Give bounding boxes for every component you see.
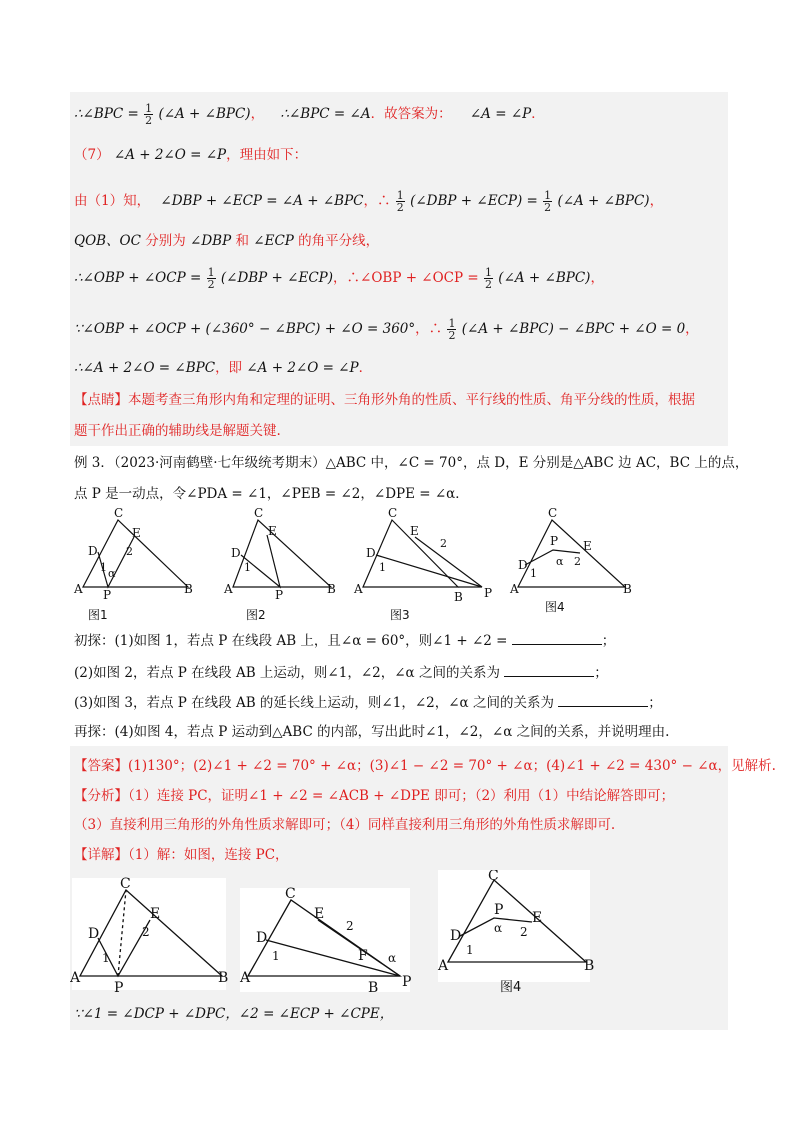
analysis-line-1: 【分析】（1）连接 PC，证明∠1 + ∠2 = ∠ACB + ∠DPE 即可；（2）利用（1）中结论解答即可； (74, 788, 675, 804)
fig2-caption: 图2 (246, 608, 266, 622)
svg-text:A: A (240, 970, 251, 986)
svg-text:F: F (358, 948, 368, 964)
svg-text:P: P (550, 534, 559, 548)
svg-text:E: E (583, 539, 592, 553)
svg-text:P: P (275, 588, 284, 602)
svg-text:C: C (488, 870, 499, 884)
svg-text:1: 1 (466, 943, 474, 957)
svg-text:1: 1 (530, 567, 537, 580)
svg-text:B: B (368, 980, 379, 996)
svg-text:1: 1 (272, 949, 280, 963)
answer-blank-2[interactable] (504, 664, 594, 677)
question-1: 初探：(1)如图 1，若点 P 在线段 AB 上，且∠α = 60°，则∠1 + ∠2 = ； (74, 633, 616, 649)
question-3: (3)如图 3，若点 P 在线段 AB 的延长线上运动，则∠1，∠2，∠α 之间的关系为 ； (74, 695, 662, 711)
solution-line-1: ∴∠BPC = $\frac{1}{2}$ (∠A + ∠BPC)， ∴∠BPC = ∠A．故答案为： ∠A = ∠P． (74, 102, 545, 127)
solution-line-7: ∴∠A + 2∠O = ∠BPC，即 ∠A + 2∠O = ∠P． (74, 360, 373, 376)
fig4-caption: 图4 (545, 600, 565, 614)
svg-text:2: 2 (142, 925, 150, 939)
svg-text:2: 2 (440, 537, 447, 550)
fig3-caption: 图3 (390, 608, 410, 622)
svg-text:E: E (268, 524, 277, 538)
solution-line-4: QOB、OC 分别为 ∠DBP 和 ∠ECP 的角平分线， (74, 233, 380, 249)
svg-text:C: C (285, 886, 296, 902)
detail-last-line: ∵∠1 = ∠DCP + ∠DPC，∠2 = ∠ECP + ∠CPE， (74, 1006, 394, 1022)
svg-text:D: D (366, 546, 376, 560)
svg-text:P: P (484, 586, 493, 600)
svg-text:C: C (388, 506, 398, 520)
detail-fig4-caption: 图4 (500, 980, 522, 995)
svg-text:B: B (184, 582, 193, 596)
svg-text:C: C (114, 506, 124, 520)
solution-line-2: （7） ∠A + 2∠O = ∠P，理由如下： (74, 147, 308, 163)
svg-text:E: E (532, 910, 543, 926)
svg-text:C: C (254, 506, 264, 520)
svg-text:2: 2 (520, 925, 528, 939)
svg-text:1: 1 (100, 561, 107, 574)
svg-text:C: C (548, 506, 558, 520)
svg-text:α: α (494, 921, 503, 935)
fraction-half: $\frac{1}{2}$ (145, 102, 153, 127)
svg-text:A: A (70, 970, 81, 986)
svg-text:B: B (584, 958, 595, 974)
svg-text:P: P (114, 980, 124, 996)
svg-text:2: 2 (346, 919, 354, 933)
svg-text:1: 1 (102, 951, 110, 965)
svg-text:A: A (510, 582, 519, 596)
detail-figures (70, 870, 730, 998)
solution-line-3: 由（1）知， ∠DBP + ∠ECP = ∠A + ∠BPC，∴ $\frac{1}{2}$ (∠DBP + ∠ECP) = $\frac{1}{2}$ (∠A + ∠BPC)， (74, 189, 664, 214)
svg-text:B: B (454, 590, 463, 604)
solution-line-6: ∵∠OBP + ∠OCP + (∠360° − ∠BPC) + ∠O = 360°，∴ $\frac{1}{2}$ (∠A + ∠BPC) − ∠BPC + ∠O = 0， (74, 317, 699, 342)
answer-blank-3[interactable] (558, 694, 648, 707)
svg-text:P: P (494, 902, 504, 918)
answer-line: 【答案】(1)130°；(2)∠1 + ∠2 = 70° + ∠α；(3)∠1 − ∠2 = 70° + ∠α；(4)∠1 + ∠2 = 430° − ∠α，见解析. (74, 758, 776, 774)
svg-text:A: A (74, 582, 83, 596)
example-line-2: 点 P 是一动点，令∠PDA = ∠1，∠PEB = ∠2，∠DPE = ∠α． (74, 486, 469, 502)
svg-text:D: D (256, 930, 268, 946)
svg-text:α: α (556, 555, 564, 568)
svg-text:P: P (103, 588, 112, 602)
solution-line-5: ∴∠OBP + ∠OCP = $\frac{1}{2}$ (∠DBP + ∠ECP)，∴∠OBP + ∠OCP = $\frac{1}{2}$ (∠A + ∠BPC)， (74, 266, 604, 291)
svg-text:D: D (518, 558, 528, 572)
detail-line-1: 【详解】（1）解：如图，连接 PC， (74, 847, 289, 863)
question-2: (2)如图 2，若点 P 在线段 AB 上运动，则∠1，∠2，∠α 之间的关系为 ； (74, 665, 608, 681)
svg-text:P: P (402, 974, 412, 990)
svg-text:E: E (150, 906, 161, 922)
example-line-1: 例 3．（2023·河南鹤壁·七年级统考期末）△ABC 中，∠C = 70°，点 D，E 分别是△ABC 边 AC，BC 上的点， (74, 455, 749, 471)
svg-text:A: A (438, 958, 449, 974)
svg-text:B: B (327, 582, 336, 596)
answer-blank-1[interactable] (512, 632, 602, 645)
svg-text:D: D (450, 928, 462, 944)
svg-text:α: α (108, 567, 116, 580)
svg-text:1: 1 (379, 561, 386, 574)
svg-text:E: E (132, 526, 141, 540)
svg-text:E: E (410, 524, 419, 538)
svg-text:D: D (88, 926, 100, 942)
svg-text:C: C (120, 876, 131, 892)
svg-text:A: A (224, 582, 233, 596)
svg-text:A: A (354, 582, 363, 596)
svg-text:D: D (231, 546, 241, 560)
analysis-line-2: （3）直接利用三角形的外角性质求解即可；（4）同样直接利用三角形的外角性质求解即可. (74, 817, 616, 833)
comment-line-1: 【点睛】本题考查三角形内角和定理的证明、三角形外角的性质、平行线的性质、角平分线的性质，根据 (74, 392, 695, 408)
svg-text:E: E (314, 906, 325, 922)
svg-text:B: B (218, 970, 229, 986)
comment-line-2: 题干作出正确的辅助线是解题关键. (74, 423, 281, 439)
svg-text:α: α (388, 951, 397, 965)
svg-text:2: 2 (126, 545, 133, 558)
svg-text:B: B (623, 582, 632, 596)
question-4: 再探：(4)如图 4，若点 P 运动到△ABC 的内部，写出此时∠1，∠2，∠α 之间的关系，并说明理由. (74, 724, 670, 740)
svg-text:2: 2 (574, 555, 581, 568)
svg-text:D: D (88, 544, 98, 558)
fig1-caption: 图1 (88, 608, 108, 622)
svg-text:1: 1 (244, 561, 251, 574)
